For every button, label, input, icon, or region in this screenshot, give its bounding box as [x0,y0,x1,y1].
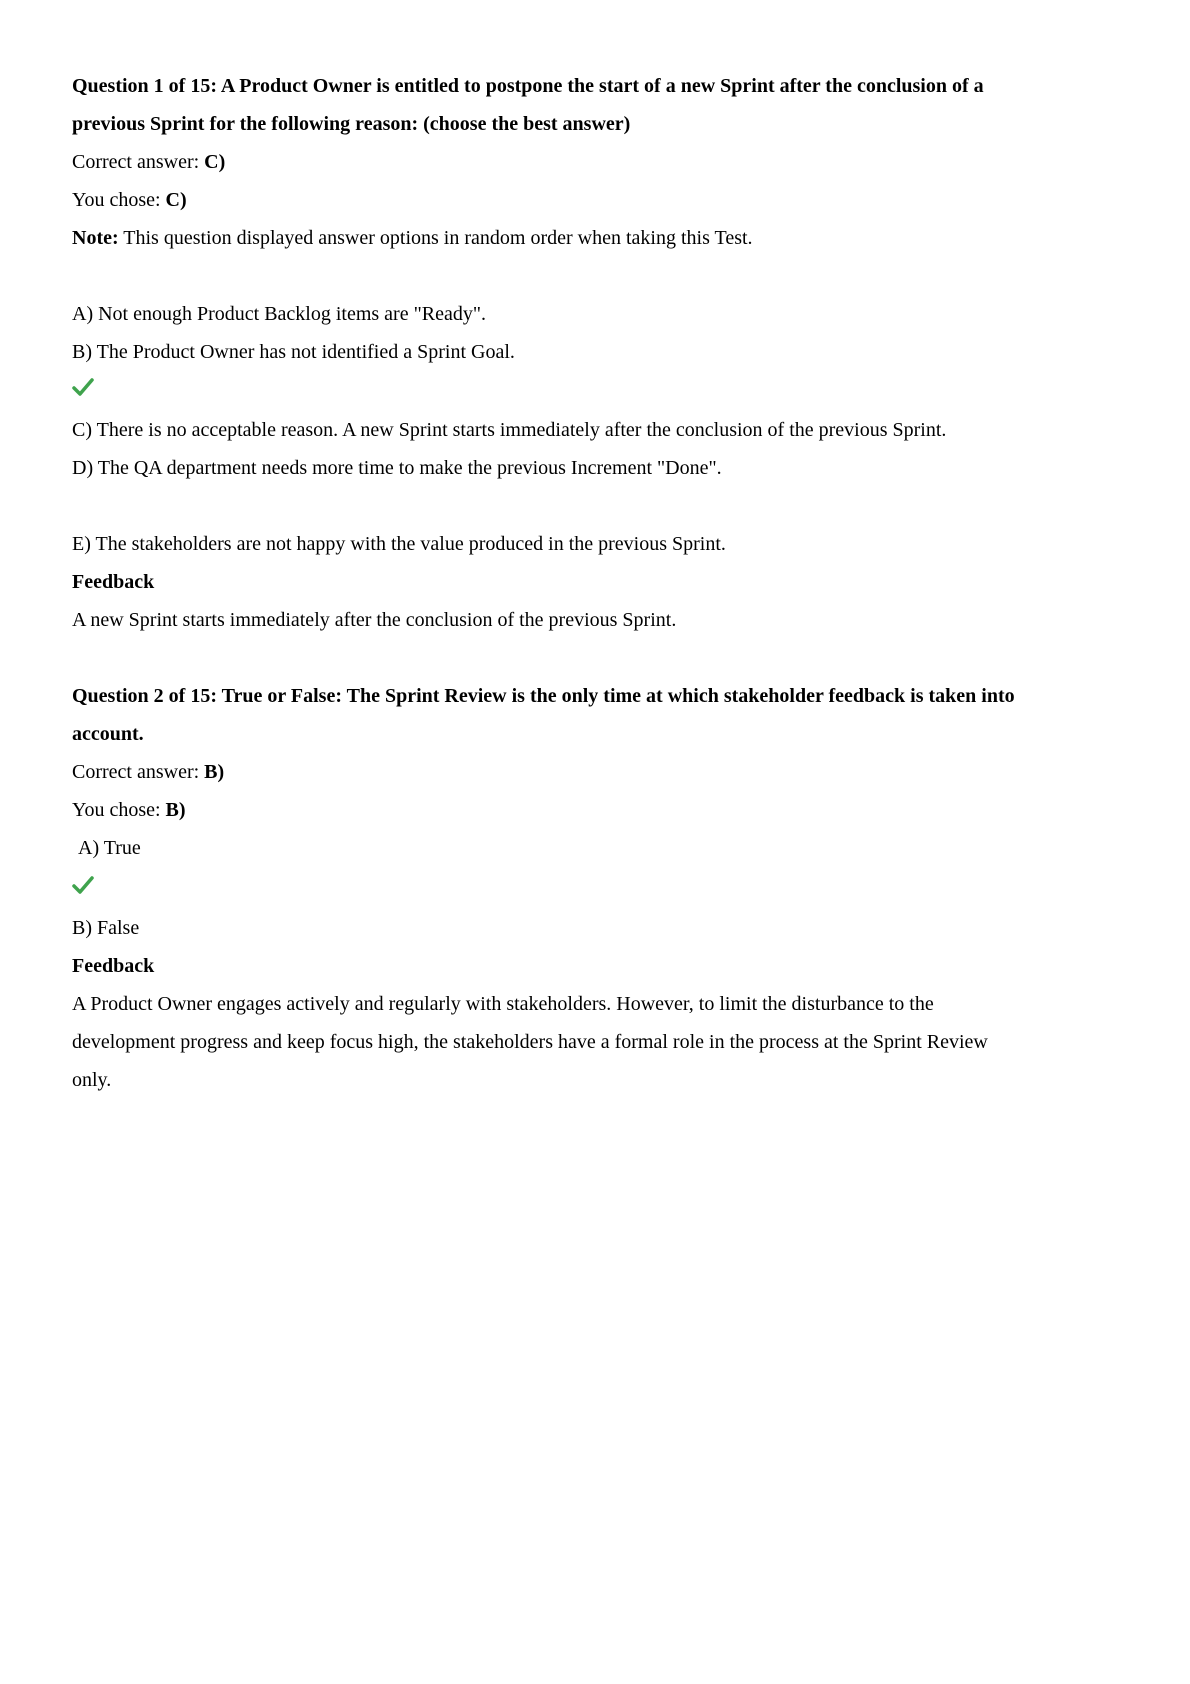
correct-answer-value: B) [204,761,225,783]
question-1-feedback-text: A new Sprint starts immediately after the conclusion of the previous Sprint. [72,609,677,631]
question-2-feedback-line-3: only. [72,1069,112,1091]
checkmark-icon [72,376,94,398]
question-1-note [72,226,753,250]
question-1-option-a: A) Not enough Product Backlog items are "Ready". [72,303,487,325]
question-1-option-d: D) The QA department needs more time to make the previous Increment "Done". [72,457,722,479]
question-2-you-chose [72,798,186,822]
note-label: Note: [72,227,119,249]
question-1-option-b: B) The Product Owner has not identified a Sprint Goal. [72,341,515,363]
question-1-feedback-heading: Feedback [72,571,155,593]
question-1-correct-answer [72,150,225,174]
you-chose-value: C) [165,189,187,211]
you-chose-value: B) [165,799,186,821]
you-chose-label: You chose: [72,799,161,821]
question-2-title-line-2: account. [72,723,144,745]
question-1-option-e: E) The stakeholders are not happy with the value produced in the previous Sprint. [72,533,726,555]
note-text: This question displayed answer options in random order when taking this Test. [123,227,753,249]
you-chose-label: You chose: [72,189,161,211]
question-2-option-b: B) False [72,917,140,939]
question-2-option-a: A) True [78,837,141,859]
correct-answer-label: Correct answer: [72,761,200,783]
correct-answer-label: Correct answer: [72,151,200,173]
question-2-feedback-line-2: development progress and keep focus high, the stakeholders have a formal role in the process at the Sprint Review [72,1031,988,1053]
question-2-title-line-1: Question 2 of 15: True or False: The Sprint Review is the only time at which stakeholder feedback is taken into [72,685,1015,707]
question-1-title-line-1: Question 1 of 15: A Product Owner is entitled to postpone the start of a new Sprint after the conclusion of a [72,75,984,97]
question-1-option-c: C) There is no acceptable reason. A new Sprint starts immediately after the conclusion of the previous Sprint. [72,419,947,441]
question-2-feedback-heading: Feedback [72,955,155,977]
question-2-feedback-line-1: A Product Owner engages actively and regularly with stakeholders. However, to limit the disturbance to the [72,993,934,1015]
question-2-correct-answer [72,760,224,784]
question-1-title-line-2: previous Sprint for the following reason: (choose the best answer) [72,113,631,135]
correct-answer-value: C) [204,151,226,173]
checkmark-icon [72,874,94,896]
question-1-you-chose [72,188,187,212]
